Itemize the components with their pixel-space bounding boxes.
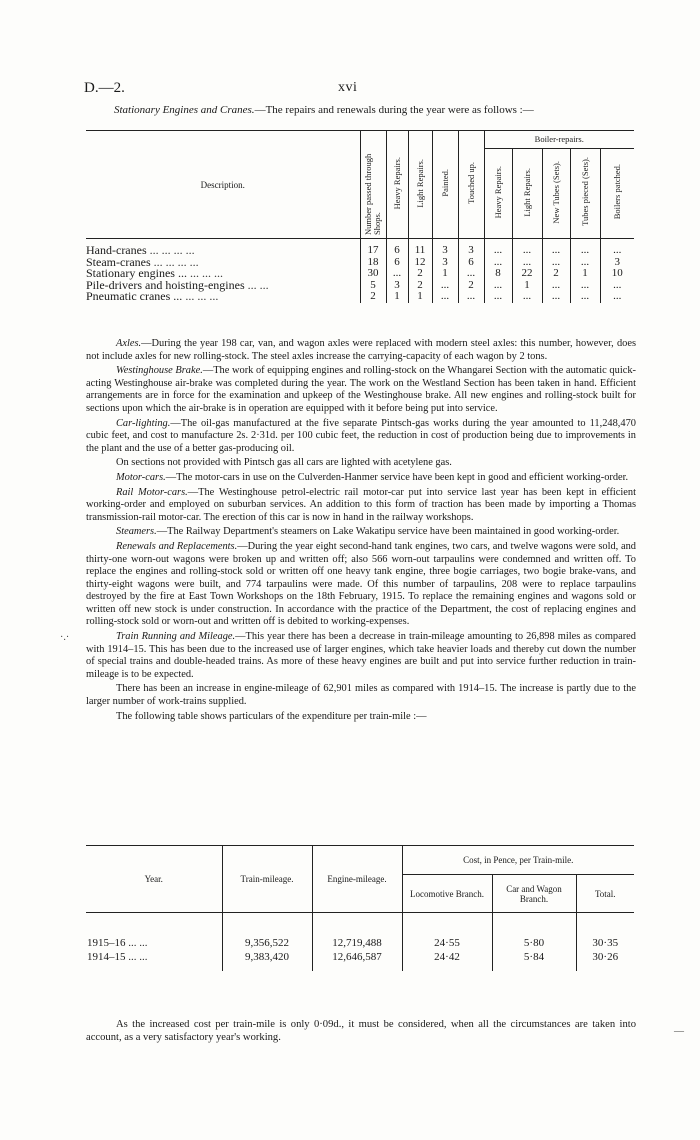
col-header: Painted. xyxy=(432,131,458,239)
col-header: Boilers patched. xyxy=(600,148,634,238)
paragraph: There has been an increase in engine-mileage of 62,901 miles as compared with 1914–15. The increase is partly due to the larger number of work-trains supplied. xyxy=(86,683,636,708)
paragraph: The following table shows particulars of the expenditure per train-mile :— xyxy=(116,710,427,722)
total-header: Total. xyxy=(576,875,634,913)
closing-paragraph: As the increased cost per train-mile is only 0·09d., it must be considered, when all the circumstances are taken into account, as a very satisfactory year's working. xyxy=(86,1019,636,1043)
paragraph: Train Running and Mileage.—This year there has been a decrease in train-mileage amounting to 26,898 miles as compared with 1914–15. This has been due to the increased use of larger engines, which take heavier loads and thereby cut down the number of special trains and double-headed trains. As more of these heavy engines are built and put into service further reduction in train-mileage is to be expected. xyxy=(86,631,636,680)
loco-header: Locomotive Branch. xyxy=(402,875,492,913)
table-row: Hand-cranes ... ... ... ... 17 6 11 3 3 ... ... ... ... ... xyxy=(86,239,634,257)
col-header: Heavy Repairs. xyxy=(386,131,408,239)
table-row: Pneumatic cranes ... ... ... ... 2 1 1 ... ... ... ... ... ... ... xyxy=(86,291,634,303)
col-header: Touched up. xyxy=(458,131,484,239)
stationary-heading: Stationary Engines and Cranes. xyxy=(114,104,255,116)
col-header: Number passed through Shops. xyxy=(360,131,386,239)
boiler-repairs-header: Boiler-repairs. xyxy=(484,131,634,149)
col-header: Tubes pieced (Sets). xyxy=(570,148,600,238)
col-header: Heavy Repairs. xyxy=(484,148,512,238)
stationary-intro xyxy=(114,104,634,116)
paragraph: Renewals and Replacements.—During the year eight second-hand tank engines, two cars, and twelve wagons were sold, and thirty-one worn-out wagons were broken up and written off; also 566 worn-out tarpaulins were condemned and written off. To replace the engines and rolling-stock sold or written off one heavy tank engine, three bogie carriages, two bogie brake-vans, and thirty-eight wagons were built, and 774 tarpaulins were made. Of this number of tarpaulins, 208 were to replace tarpaulins destroyed by the fire at East Town Workshops on the 18th February, 1915. To replace the remaining engines and wagons sold or written off new stock is under construction. In accordance with the practice of the Department, the cost of replacing engines and rolling-stock sold or worn-out and written off is debited to working-expenses. xyxy=(86,540,637,628)
table-row: Steam-cranes ... ... ... ... 18 6 12 3 6 ... ... ... ... 3 xyxy=(86,257,634,269)
paragraph: Motor-cars.—The motor-cars in use on the Culverden-Hanmer service have been kept in good and efficient working-order. xyxy=(116,471,629,483)
page-number: xvi xyxy=(338,80,358,95)
margin-mark: ·.· xyxy=(60,632,70,643)
page-id: D.—2. xyxy=(84,80,125,96)
paragraph: Car-lighting.—The oil-gas manufactured at the five separate Pintsch-gas works during the year amounted to 11,248,470 cubic feet, and cost to manufacture 2s. 2·31d. per 100 cubic feet, the reduction in cost of production being due to improvements in the plant and the use of a better gas-producing oil. xyxy=(86,417,636,454)
engine-mileage-header: Engine-mileage. xyxy=(312,846,402,913)
paragraph: Westinghouse Brake.—The work of equipping engines and rolling-stock on the Whangarei Section with the automatic quick-acting Westinghouse air-brake was completed during the year. The work on the Westland Section has been taken in hand. Efficient arrangements are in force for the examination and upkeep of the Westinghouse brake. All new engines and rolling-stock built for sections upon which the air-brake is in operation are equipped with it before being put into service. xyxy=(86,365,636,414)
paragraph: On sections not provided with Pintsch gas all cars are lighted with acetylene gas. xyxy=(116,457,452,469)
cost-group-header: Cost, in Pence, per Train-mile. xyxy=(402,846,634,875)
paragraph: Steamers.—The Railway Department's steamers on Lake Wakatipu service have been maintained in good working-order. xyxy=(116,526,620,538)
expenditure-table xyxy=(86,845,634,971)
body-text xyxy=(86,338,636,725)
car-wagon-header: Car and Wagon Branch. xyxy=(492,875,576,913)
col-header: New Tubes (Sets). xyxy=(542,148,570,238)
col-header: Light Repairs. xyxy=(512,148,542,238)
table-row: 1915–16 ... ... 9,356,522 12,719,488 24·55 5·80 30·35 xyxy=(86,913,634,951)
paragraph: Axles.—During the year 198 car, van, and wagon axles were replaced with modern steel axles: this number, however, does not include axles for new rolling-stock. The steel axles increase the carrying-capacity of each wagon by 2 tons. xyxy=(86,338,636,362)
paragraph: Rail Motor-cars.—The Westinghouse petrol-electric rail motor-car put into service last year has been kept in efficient working-order and employed on suburban services. An addition to this form of traction has been made by importing a Thomas transmission-rail motor-car. The erection of this car is now in hand in the railway workshops. xyxy=(86,486,636,523)
table-row: 1914–15 ... ... 9,383,420 12,646,587 24·42 5·84 30·26 xyxy=(86,950,634,971)
train-mileage-header: Train-mileage. xyxy=(222,846,312,913)
table-row: Pile-drivers and hoisting-engines ... ... 5 3 2 ... 2 ... 1 ... ... ... xyxy=(86,280,634,292)
stationary-repairs-table xyxy=(86,130,634,303)
col-header: Light Repairs. xyxy=(408,131,432,239)
margin-mark: — xyxy=(674,1026,684,1037)
table-row: Stationary engines ... ... ... ... 30 ... 2 1 ... 8 22 2 1 10 xyxy=(86,268,634,280)
year-header: Year. xyxy=(86,846,222,913)
description-header: Description. xyxy=(86,131,360,239)
stationary-intro-text: —The repairs and renewals during the year were as follows :— xyxy=(254,104,534,116)
